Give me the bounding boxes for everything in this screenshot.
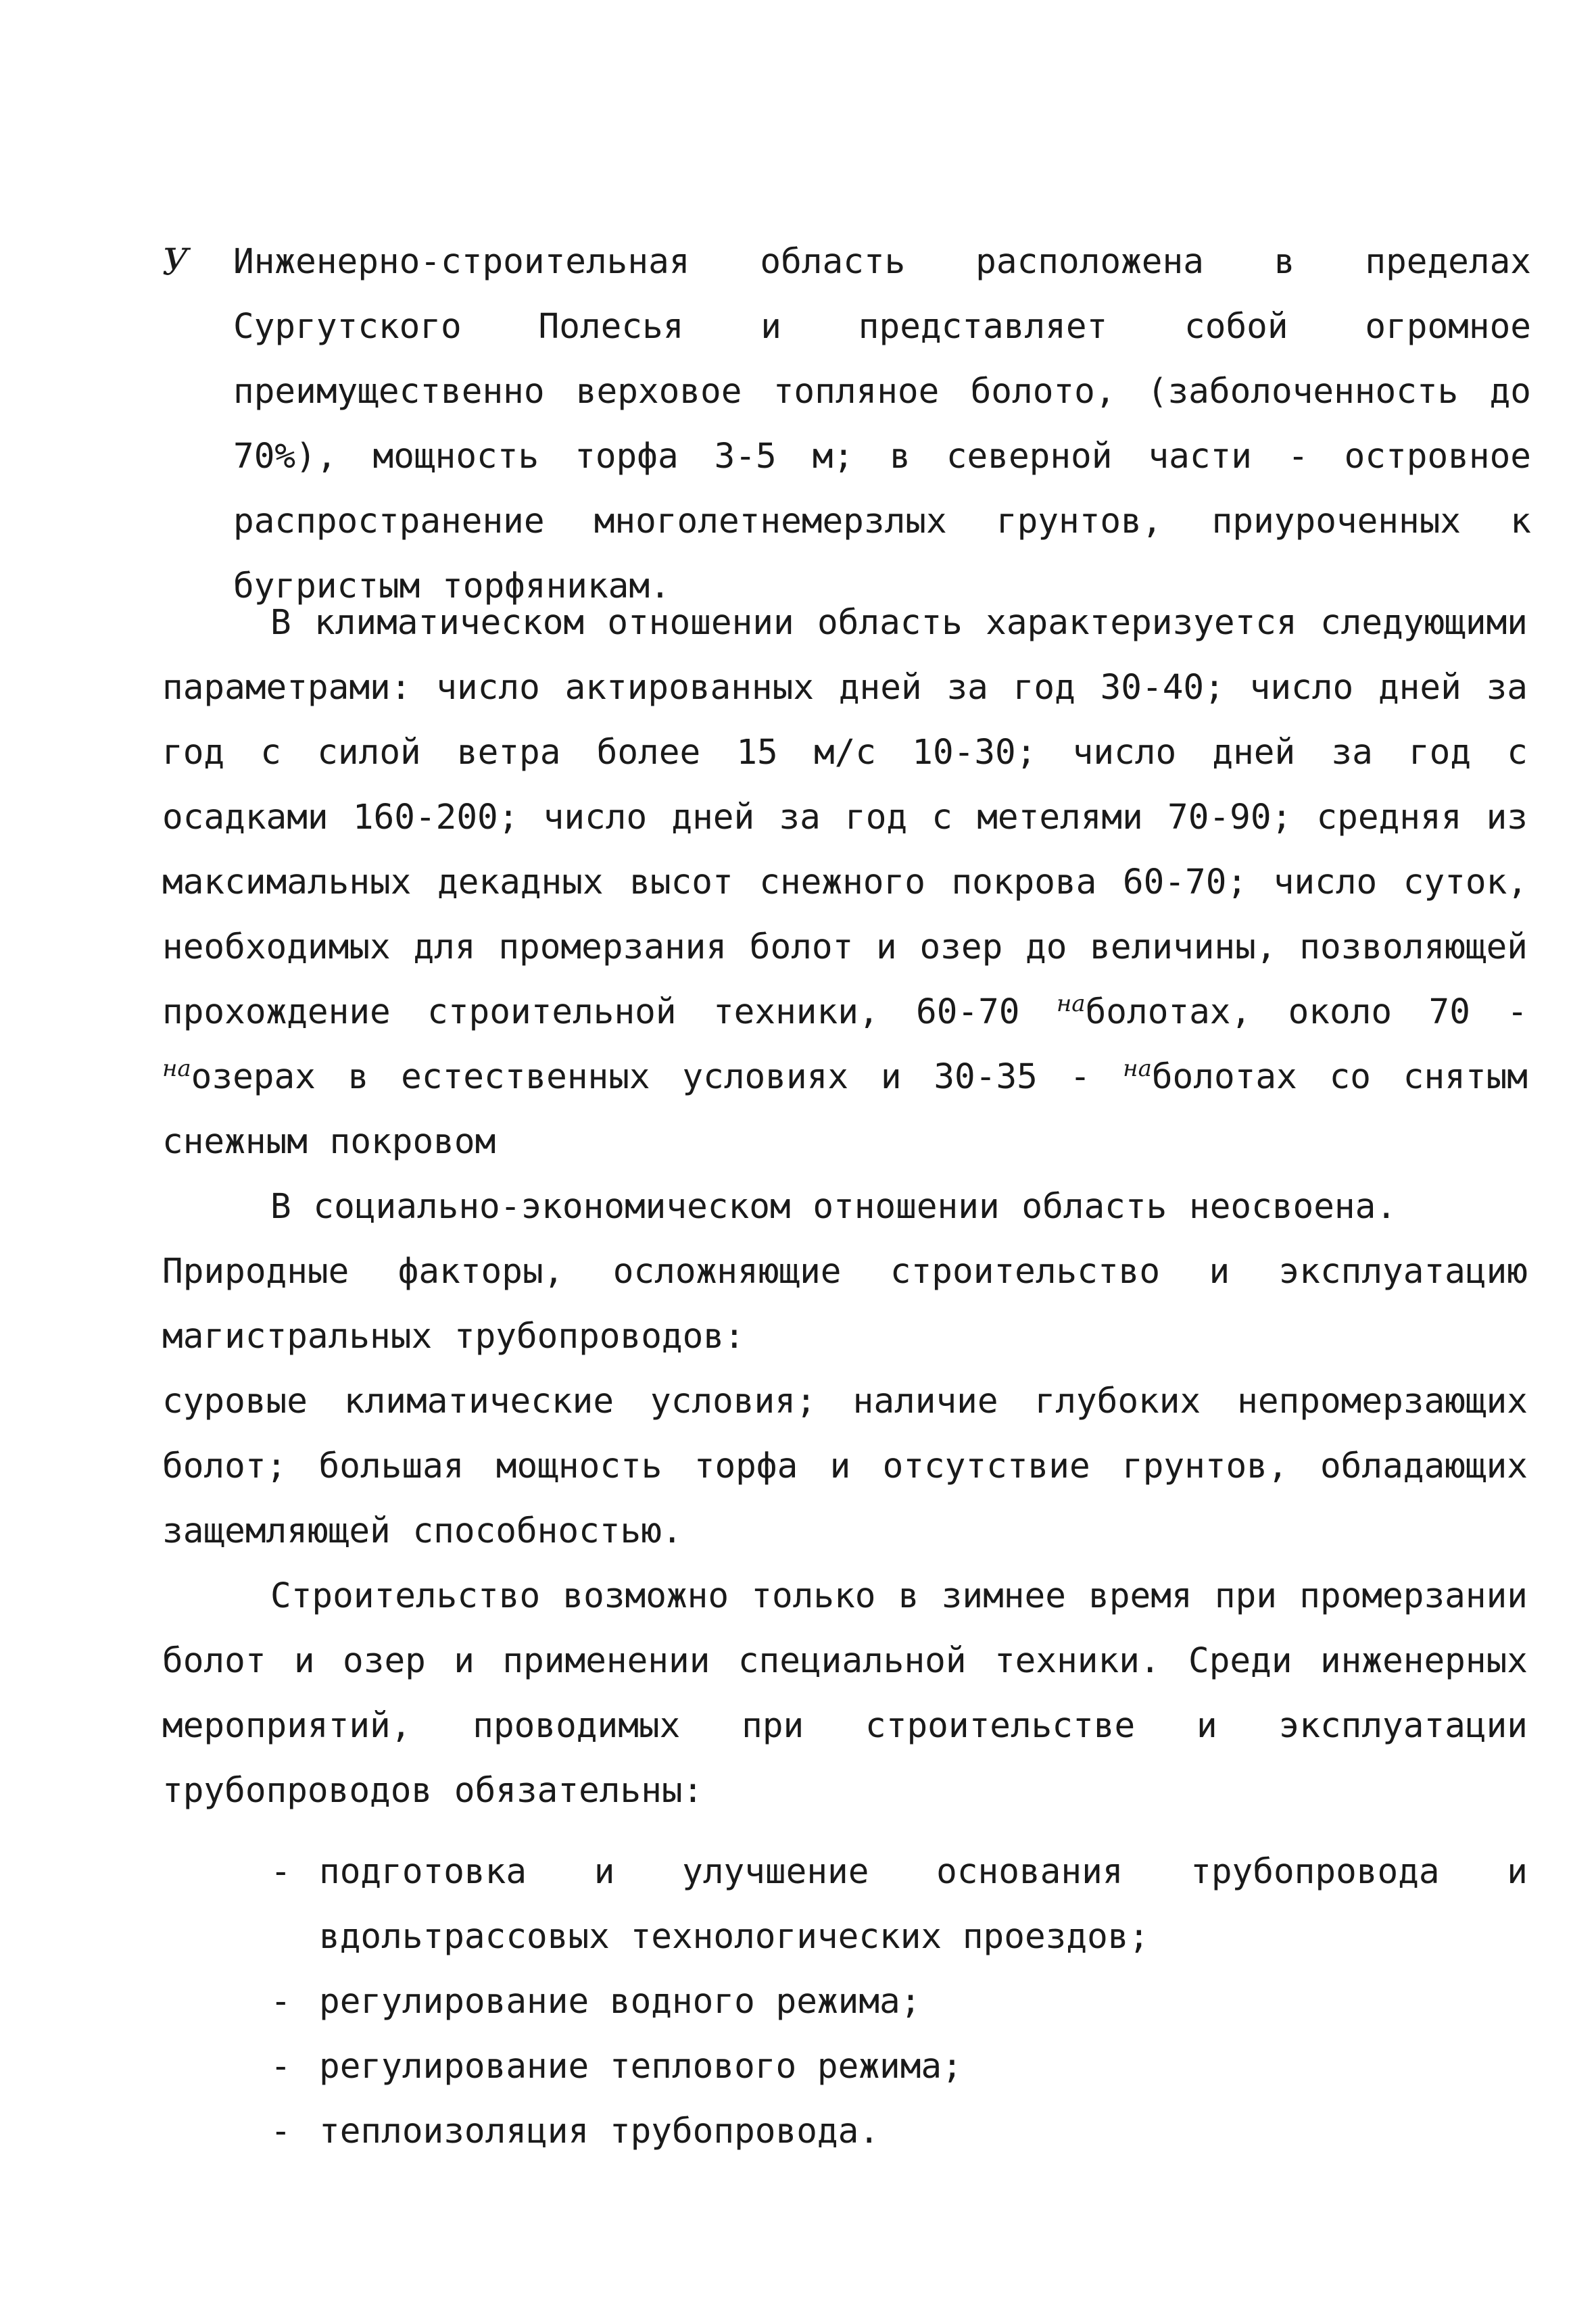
- paragraph-socioeconomic: В социально-экономическом отношении область неосвоена.: [270, 1187, 1397, 1227]
- climate-text-part-1: В климатическом отношении область характеризуется следующими параметрами: число актированных дней за год 30-40; число дней за год с силой ветра более 15 м/с 10-30; число дней за год с осадками 160-200; число дней за год с метелями 70-90; средняя из максимальных декадных высот снежного покрова 60-70; число суток, необходимых для промерзания болот и озер до величины, позволяющей прохождение строительной техники, 60-70: [162, 603, 1528, 1032]
- paragraph-construction: Строительство возможно только в зимнее время при промерзании болот и озер и применении специальной техники. Среди инженерных мероприятий, проводимых при строительстве и эксплуатации трубопроводов обязательны:: [162, 1576, 1528, 1811]
- handwritten-insertion: на: [1056, 990, 1086, 1017]
- paragraph-climate: [162, 591, 1528, 1175]
- handwritten-insertion: на: [162, 1055, 191, 1082]
- list-item: [270, 2034, 1528, 2099]
- list-dash: -: [270, 2047, 291, 2087]
- list-dash: -: [270, 2112, 291, 2151]
- natural-factors-list: суровые климатические условия; наличие глубоких непромерзающих болот; большая мощность торфа и отсутствие грунтов, обладающих защемляющей способностью.: [162, 1382, 1528, 1551]
- handwritten-insertion: на: [1123, 1055, 1152, 1082]
- list-item-text: регулирование водного режима;: [319, 1982, 921, 2022]
- engineering-measures-list: [270, 1840, 1528, 2164]
- climate-text-part-2: болотах, около 70 -: [1085, 992, 1528, 1032]
- climate-text-part-4: болотах со снятым снежным покровом: [162, 1057, 1528, 1162]
- list-item: [270, 1840, 1528, 1970]
- paragraph-natural-factors: [162, 1240, 1528, 1564]
- list-item-text: регулирование теплового режима;: [319, 2047, 963, 2087]
- list-item-text: теплоизоляция трубопровода.: [319, 2112, 880, 2151]
- list-dash: -: [270, 1852, 291, 1892]
- list-item: [270, 2099, 1528, 2164]
- climate-text-part-3: озерах в естественных условиях и 30-35 -: [191, 1057, 1123, 1097]
- paragraph-location: Инженерно-строительная область расположена в пределах Сургутского Полесья и представляет собой огромное преимущественно верховое топляное болото, (заболоченность до 70%), мощность торфа 3-5 м; в северной части - островное распространение многолетнемерзлых грунтов, приуроченных к бугристым торфяникам.: [233, 242, 1531, 606]
- list-dash: -: [270, 1982, 291, 2022]
- list-item: [270, 1970, 1528, 2034]
- natural-factors-intro: Природные факторы, осложняющие строительство и эксплуатацию магистральных трубопроводов:: [162, 1252, 1528, 1357]
- list-item-text: подготовка и улучшение основания трубопровода и вдольтрассовых технологических проездов;: [319, 1852, 1528, 1957]
- region-number: У: [162, 241, 189, 283]
